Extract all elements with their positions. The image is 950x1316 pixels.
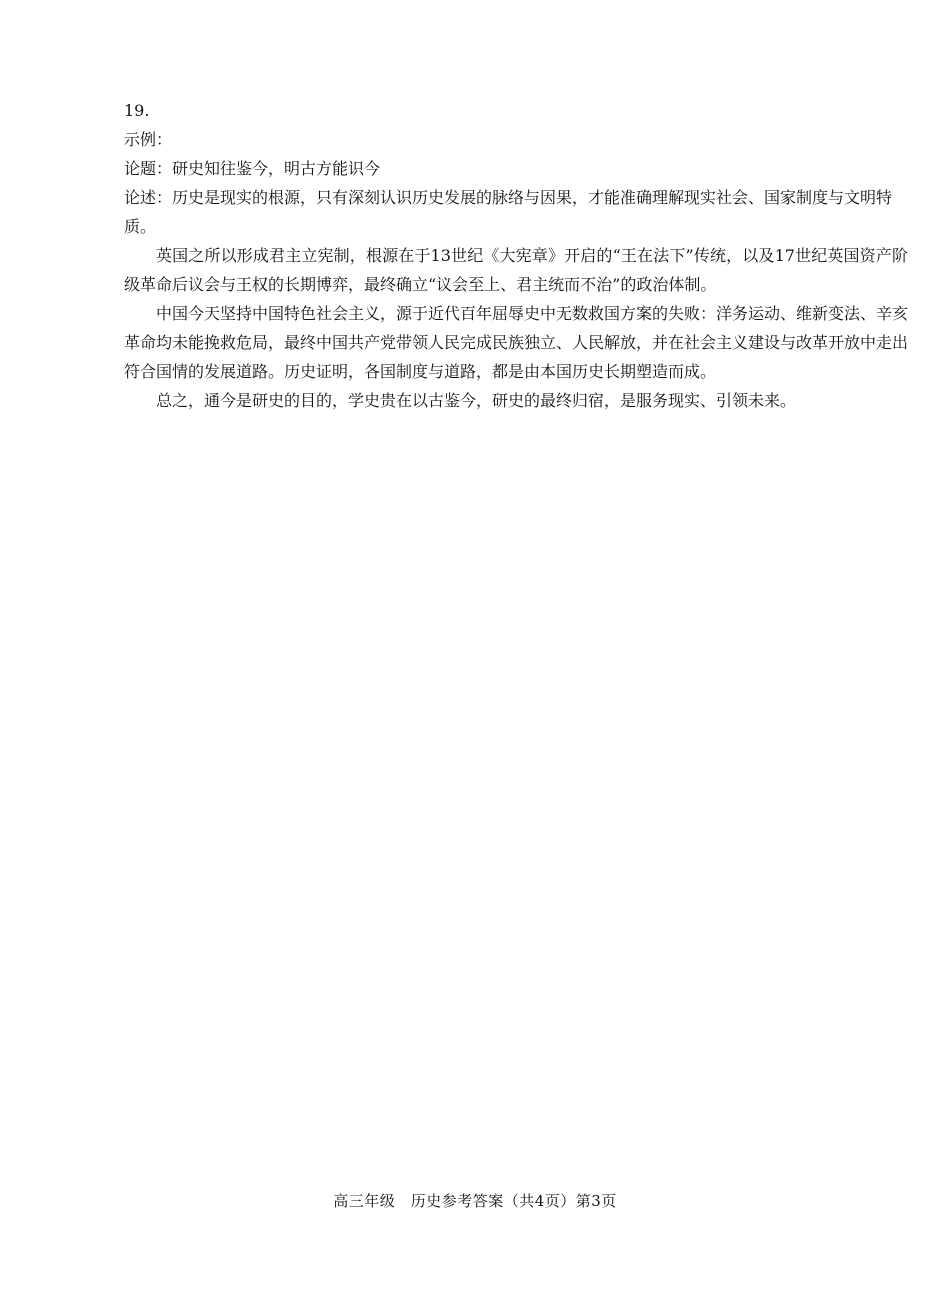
example-label: 示例： bbox=[124, 130, 173, 149]
thesis-line: 论题：研史知往鉴今，明古方能识今 bbox=[124, 159, 381, 178]
paragraph-britain: 英国之所以形成君主立宪制，根源在于13世纪《大宪章》开启的“王在法下”传统，以及17世纪英国资产阶级革命后议会与王权的长期博弈，最终确立“议会至上、君主统而不治”的政治体制。 bbox=[124, 246, 908, 294]
answer-content bbox=[124, 96, 908, 415]
question-number: 19. bbox=[124, 101, 150, 120]
paragraph-conclusion: 总之，通今是研史的目的，学史贵在以古鉴今，研史的最终归宿，是服务现实、引领未来。 bbox=[156, 391, 797, 410]
argument-intro: 论述：历史是现实的根源，只有深刻认识历史发展的脉络与因果，才能准确理解现实社会、国家制度与文明特质。 bbox=[124, 188, 893, 236]
paragraph-china: 中国今天坚持中国特色社会主义，源于近代百年屈辱史中无数救国方案的失败：洋务运动、维新变法、辛亥革命均未能挽救危局，最终中国共产党带领人民完成民族独立、人民解放，并在社会主义建设与改革开放中走出符合国情的发展道路。历史证明，各国制度与道路，都是由本国历史长期塑造而成。 bbox=[124, 304, 909, 381]
page-footer: 高三年级 历史参考答案（共4页）第3页 bbox=[333, 1192, 617, 1210]
